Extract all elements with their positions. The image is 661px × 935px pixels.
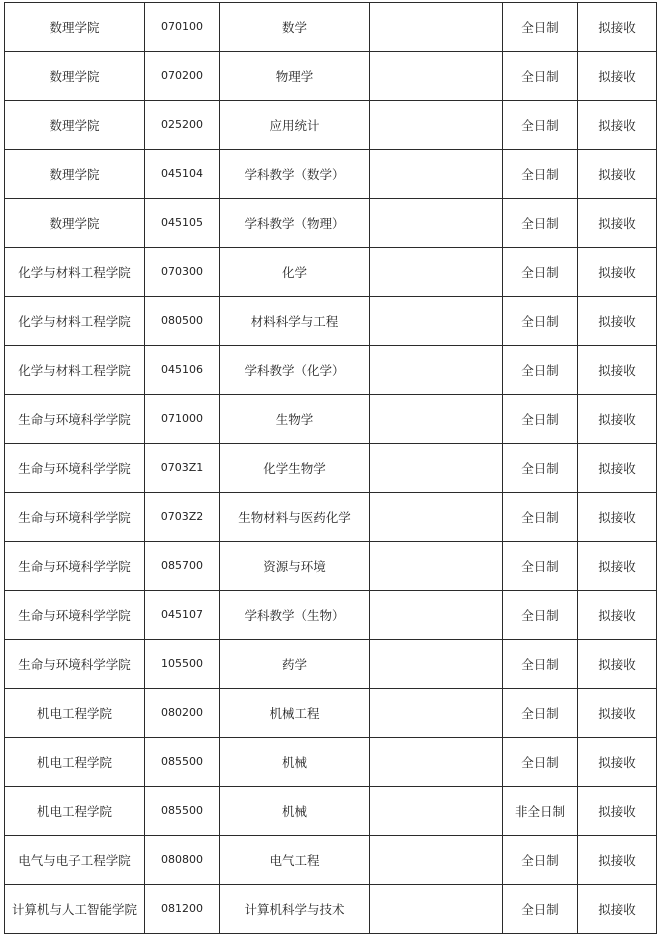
status-cell: 拟接收: [578, 3, 657, 52]
table-body: [5, 3, 657, 934]
status-cell: 拟接收: [578, 738, 657, 787]
college-cell: 生命与环境科学学院: [5, 542, 145, 591]
status-cell: 拟接收: [578, 150, 657, 199]
major-code-cell: 070200: [145, 52, 220, 101]
major-code-cell: 085500: [145, 738, 220, 787]
study-mode-cell: 全日制: [503, 738, 578, 787]
direction-cell: [370, 395, 503, 444]
major-name-cell: 计算机科学与技术: [220, 885, 370, 934]
major-name-cell: 学科教学（数学）: [220, 150, 370, 199]
table-row: [5, 738, 657, 787]
college-cell: 化学与材料工程学院: [5, 248, 145, 297]
college-cell: 数理学院: [5, 199, 145, 248]
status-cell: 拟接收: [578, 199, 657, 248]
table-row: [5, 395, 657, 444]
study-mode-cell: 全日制: [503, 689, 578, 738]
major-code-cell: 085500: [145, 787, 220, 836]
table-row: [5, 346, 657, 395]
major-name-cell: 物理学: [220, 52, 370, 101]
major-code-cell: 070300: [145, 248, 220, 297]
table-row: [5, 248, 657, 297]
direction-cell: [370, 493, 503, 542]
admissions-table: [4, 2, 657, 934]
major-name-cell: 机械: [220, 787, 370, 836]
major-code-cell: 045106: [145, 346, 220, 395]
status-cell: 拟接收: [578, 787, 657, 836]
major-name-cell: 学科教学（生物）: [220, 591, 370, 640]
major-code-cell: 025200: [145, 101, 220, 150]
status-cell: 拟接收: [578, 248, 657, 297]
major-code-cell: 045105: [145, 199, 220, 248]
major-name-cell: 材料科学与工程: [220, 297, 370, 346]
direction-cell: [370, 52, 503, 101]
status-cell: 拟接收: [578, 346, 657, 395]
direction-cell: [370, 101, 503, 150]
major-name-cell: 生物学: [220, 395, 370, 444]
study-mode-cell: 全日制: [503, 3, 578, 52]
major-code-cell: 0703Z1: [145, 444, 220, 493]
major-name-cell: 应用统计: [220, 101, 370, 150]
study-mode-cell: 全日制: [503, 836, 578, 885]
direction-cell: [370, 3, 503, 52]
college-cell: 化学与材料工程学院: [5, 346, 145, 395]
major-code-cell: 071000: [145, 395, 220, 444]
college-cell: 数理学院: [5, 101, 145, 150]
direction-cell: [370, 248, 503, 297]
study-mode-cell: 全日制: [503, 542, 578, 591]
status-cell: 拟接收: [578, 640, 657, 689]
major-name-cell: 机械工程: [220, 689, 370, 738]
table-row: [5, 885, 657, 934]
study-mode-cell: 全日制: [503, 52, 578, 101]
table-row: [5, 444, 657, 493]
study-mode-cell: 全日制: [503, 346, 578, 395]
status-cell: 拟接收: [578, 395, 657, 444]
study-mode-cell: 全日制: [503, 395, 578, 444]
major-code-cell: 081200: [145, 885, 220, 934]
status-cell: 拟接收: [578, 542, 657, 591]
study-mode-cell: 全日制: [503, 493, 578, 542]
major-name-cell: 机械: [220, 738, 370, 787]
college-cell: 数理学院: [5, 3, 145, 52]
college-cell: 电气与电子工程学院: [5, 836, 145, 885]
major-name-cell: 化学生物学: [220, 444, 370, 493]
direction-cell: [370, 885, 503, 934]
major-name-cell: 电气工程: [220, 836, 370, 885]
table-row: [5, 640, 657, 689]
direction-cell: [370, 444, 503, 493]
college-cell: 计算机与人工智能学院: [5, 885, 145, 934]
college-cell: 数理学院: [5, 150, 145, 199]
major-code-cell: 080500: [145, 297, 220, 346]
major-code-cell: 105500: [145, 640, 220, 689]
table-row: [5, 52, 657, 101]
college-cell: 机电工程学院: [5, 689, 145, 738]
direction-cell: [370, 346, 503, 395]
major-code-cell: 080800: [145, 836, 220, 885]
status-cell: 拟接收: [578, 297, 657, 346]
status-cell: 拟接收: [578, 101, 657, 150]
study-mode-cell: 全日制: [503, 248, 578, 297]
direction-cell: [370, 542, 503, 591]
college-cell: 生命与环境科学学院: [5, 444, 145, 493]
study-mode-cell: 全日制: [503, 150, 578, 199]
status-cell: 拟接收: [578, 836, 657, 885]
study-mode-cell: 全日制: [503, 199, 578, 248]
major-name-cell: 生物材料与医药化学: [220, 493, 370, 542]
direction-cell: [370, 297, 503, 346]
table-row: [5, 591, 657, 640]
table-row: [5, 297, 657, 346]
direction-cell: [370, 738, 503, 787]
major-code-cell: 045104: [145, 150, 220, 199]
status-cell: 拟接收: [578, 689, 657, 738]
study-mode-cell: 全日制: [503, 885, 578, 934]
status-cell: 拟接收: [578, 493, 657, 542]
table-row: [5, 150, 657, 199]
study-mode-cell: 全日制: [503, 297, 578, 346]
table-row: [5, 3, 657, 52]
major-code-cell: 080200: [145, 689, 220, 738]
status-cell: 拟接收: [578, 52, 657, 101]
study-mode-cell: 非全日制: [503, 787, 578, 836]
major-code-cell: 045107: [145, 591, 220, 640]
table-row: [5, 542, 657, 591]
study-mode-cell: 全日制: [503, 101, 578, 150]
college-cell: 化学与材料工程学院: [5, 297, 145, 346]
college-cell: 机电工程学院: [5, 738, 145, 787]
table-row: [5, 787, 657, 836]
study-mode-cell: 全日制: [503, 591, 578, 640]
major-code-cell: 070100: [145, 3, 220, 52]
college-cell: 机电工程学院: [5, 787, 145, 836]
direction-cell: [370, 591, 503, 640]
major-name-cell: 化学: [220, 248, 370, 297]
college-cell: 生命与环境科学学院: [5, 640, 145, 689]
study-mode-cell: 全日制: [503, 640, 578, 689]
college-cell: 数理学院: [5, 52, 145, 101]
direction-cell: [370, 150, 503, 199]
study-mode-cell: 全日制: [503, 444, 578, 493]
direction-cell: [370, 787, 503, 836]
direction-cell: [370, 689, 503, 738]
major-name-cell: 学科教学（化学）: [220, 346, 370, 395]
status-cell: 拟接收: [578, 444, 657, 493]
table-row: [5, 493, 657, 542]
table-row: [5, 101, 657, 150]
major-name-cell: 资源与环境: [220, 542, 370, 591]
college-cell: 生命与环境科学学院: [5, 395, 145, 444]
major-code-cell: 085700: [145, 542, 220, 591]
table-row: [5, 199, 657, 248]
status-cell: 拟接收: [578, 885, 657, 934]
table-row: [5, 689, 657, 738]
direction-cell: [370, 640, 503, 689]
table-row: [5, 836, 657, 885]
major-code-cell: 0703Z2: [145, 493, 220, 542]
college-cell: 生命与环境科学学院: [5, 493, 145, 542]
direction-cell: [370, 199, 503, 248]
direction-cell: [370, 836, 503, 885]
college-cell: 生命与环境科学学院: [5, 591, 145, 640]
major-name-cell: 学科教学（物理）: [220, 199, 370, 248]
major-name-cell: 药学: [220, 640, 370, 689]
status-cell: 拟接收: [578, 591, 657, 640]
major-name-cell: 数学: [220, 3, 370, 52]
